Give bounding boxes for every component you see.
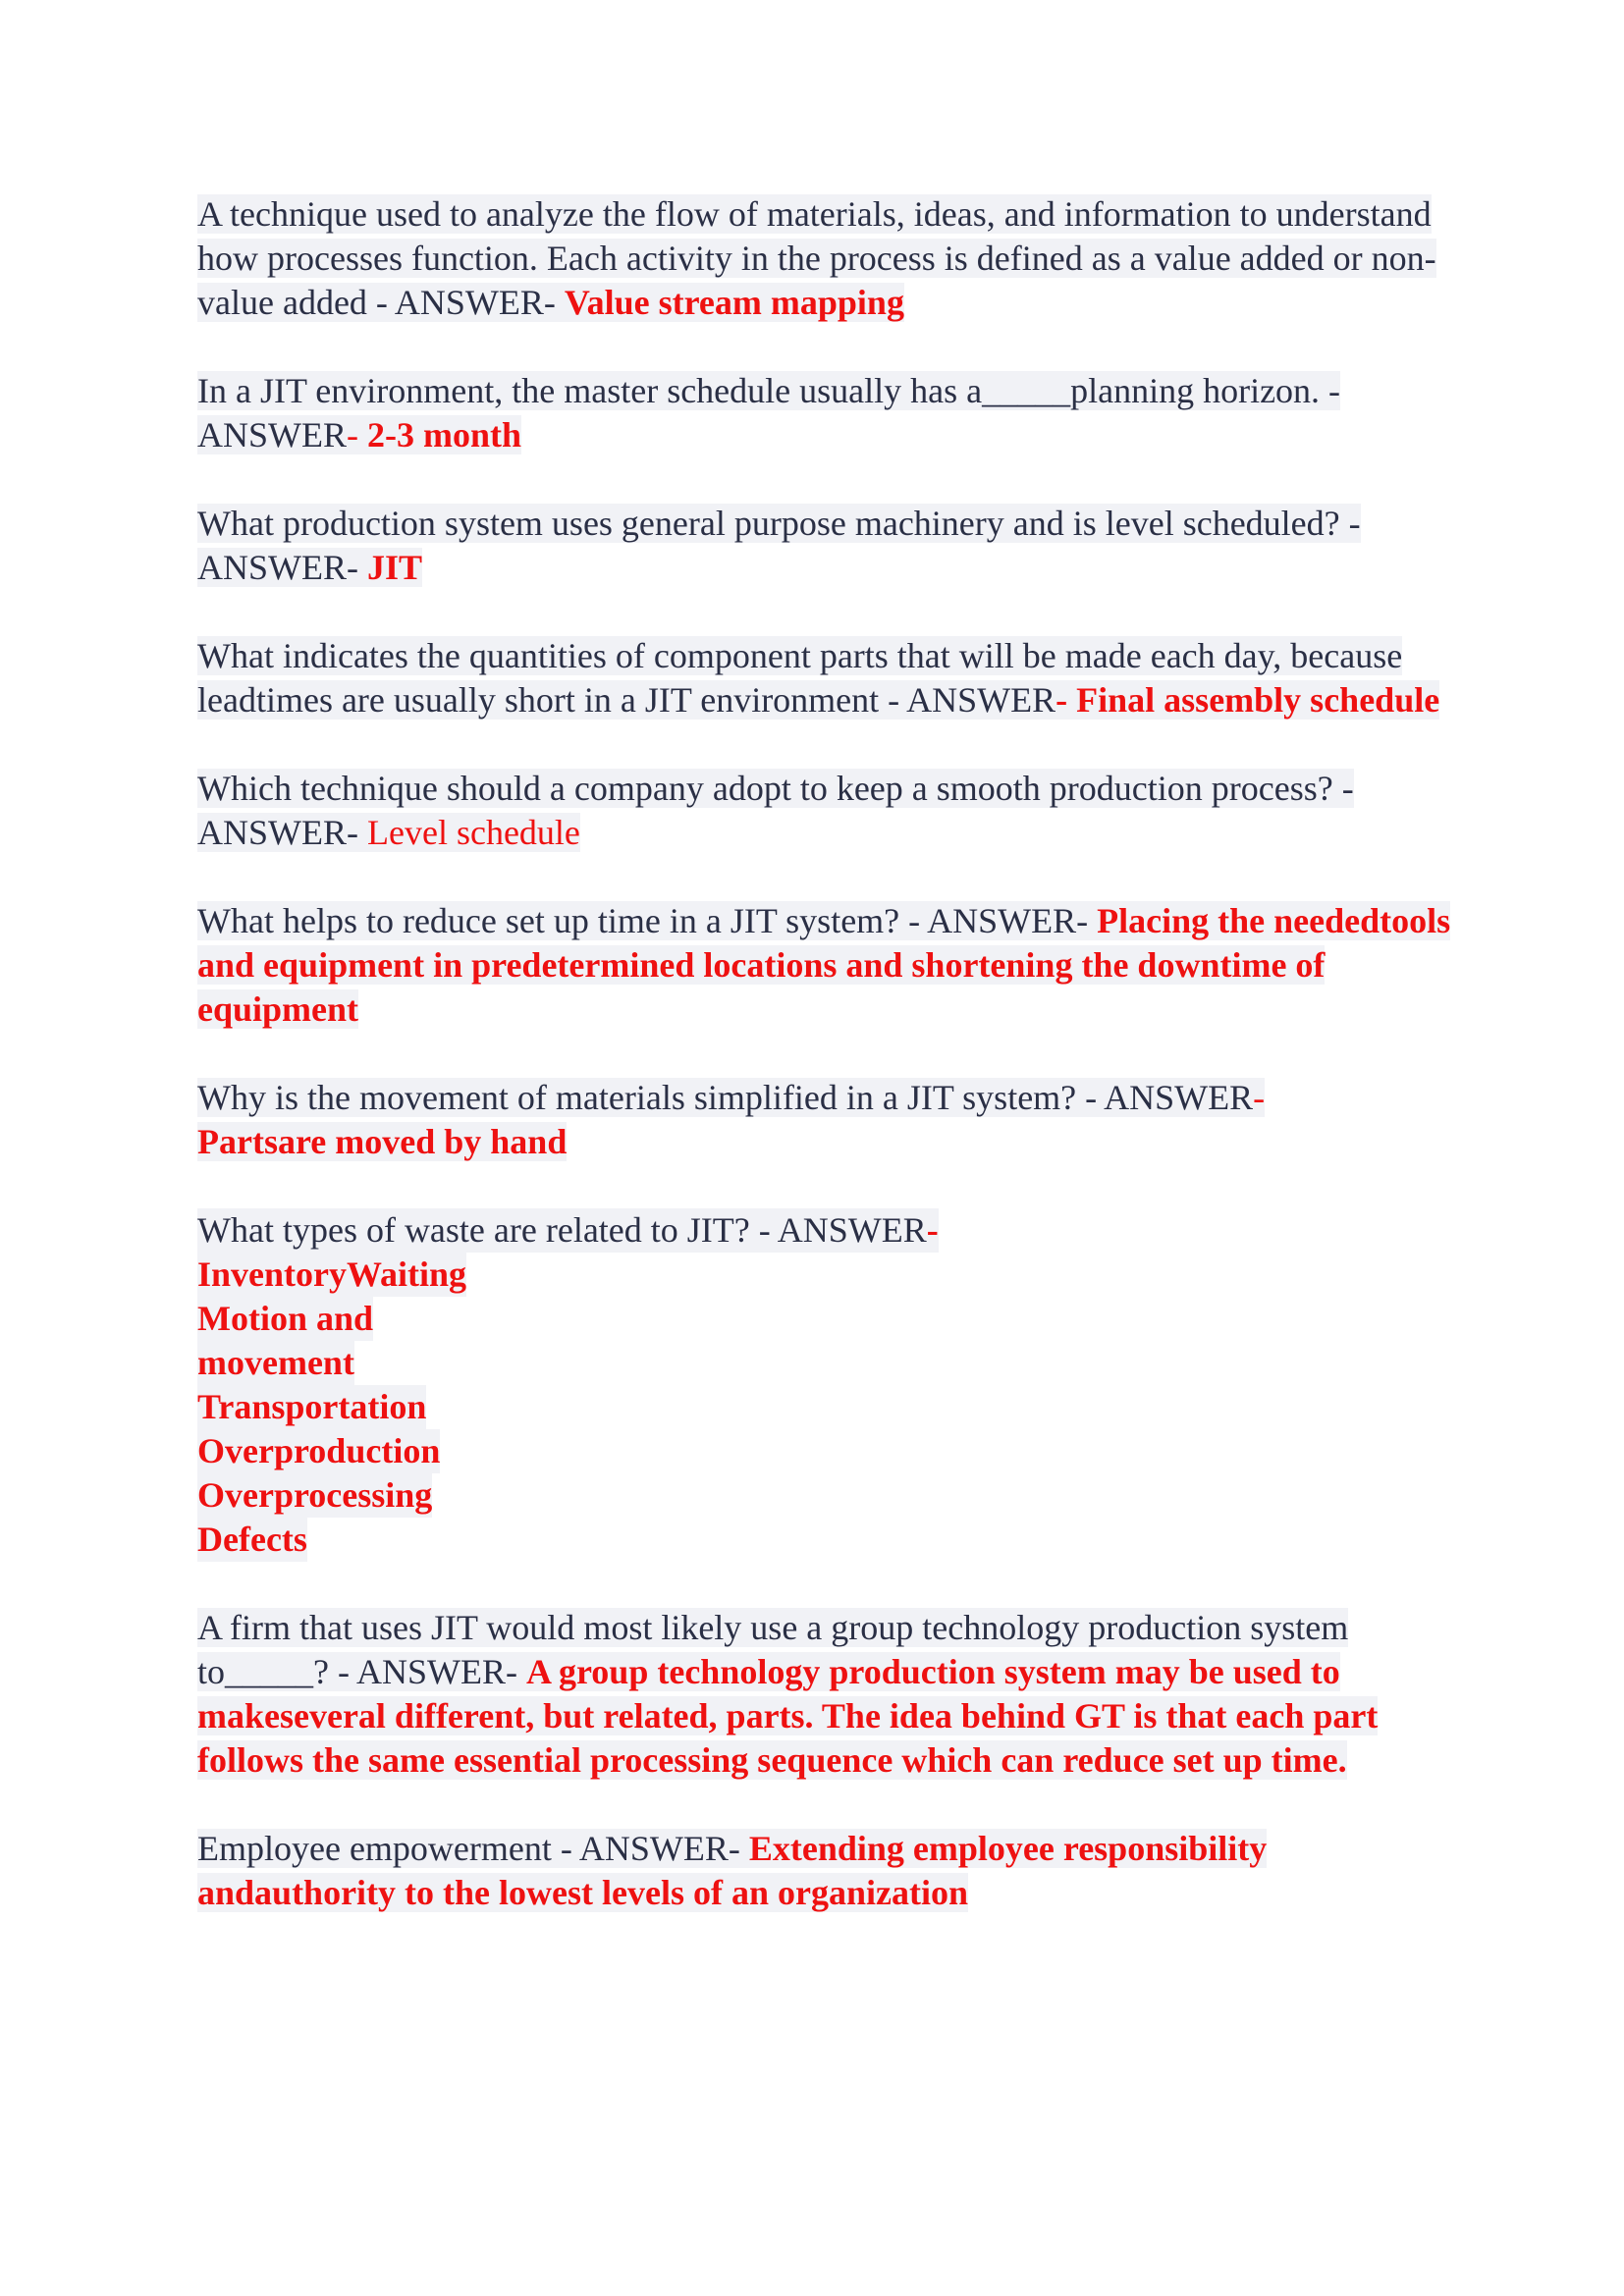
qa-item-8 xyxy=(197,1208,1474,1562)
qa-item-1 xyxy=(197,192,1474,325)
answer-text: JIT xyxy=(367,548,423,587)
question-text: A firm that uses JIT would most likely use a group technology production system to_____? - ANSWER- xyxy=(197,1608,1349,1691)
question-text: In a JIT environment, the master schedule usually has a_____planning horizon. - ANSWER xyxy=(197,371,1341,454)
answer-list-item: Overprocessing xyxy=(197,1473,432,1518)
qa-item-7 xyxy=(197,1076,1474,1164)
answer-text: Extending employee responsibility andauthority to the lowest levels of an organization xyxy=(197,1829,1268,1912)
answer-text: 2-3 month xyxy=(367,415,522,454)
question-text: What indicates the quantities of component parts that will be made each day, because leadtimes are usually short in a JIT environment - ANSWER xyxy=(197,636,1403,720)
answer-list-item: Overproduction xyxy=(197,1429,440,1473)
question-text: What helps to reduce set up time in a JIT system? - ANSWER- xyxy=(197,901,1098,940)
answer-list-item: movement xyxy=(197,1341,354,1385)
qa-item-2 xyxy=(197,369,1474,457)
qa-list xyxy=(197,192,1474,1959)
answer-text: Partsare moved by hand xyxy=(197,1122,568,1161)
qa-item-3 xyxy=(197,502,1474,590)
answer-dash: - xyxy=(347,415,367,454)
question-text: Which technique should a company adopt to keep a smooth production process? - ANSWER- xyxy=(197,769,1354,852)
question-text: What types of waste are related to JIT? - ANSWER xyxy=(197,1210,927,1250)
question-text: Employee empowerment - ANSWER- xyxy=(197,1829,749,1868)
answer-list-item: Transportation xyxy=(197,1385,426,1429)
qa-item-9 xyxy=(197,1606,1474,1783)
qa-item-4 xyxy=(197,634,1474,722)
answer-text: A group technology production system may be used to makeseveral different, but related, parts. The idea behind GT is that each part follows the same essential processing sequence which can reduce set up time. xyxy=(197,1652,1379,1780)
answer-dash: - xyxy=(926,1210,939,1250)
answer-list-item: Motion and xyxy=(197,1297,373,1341)
qa-item-10 xyxy=(197,1827,1474,1915)
qa-item-6 xyxy=(197,899,1474,1032)
answer-text: Level schedule xyxy=(367,813,580,852)
answer-list-item: InventoryWaiting xyxy=(197,1253,466,1297)
answer-text: Value stream mapping xyxy=(564,283,904,322)
question-text: What production system uses general purpose machinery and is level scheduled? - ANSWER- xyxy=(197,504,1361,587)
qa-item-5 xyxy=(197,767,1474,855)
question-text: Why is the movement of materials simplified in a JIT system? - ANSWER xyxy=(197,1078,1254,1117)
answer-list-item: Defects xyxy=(197,1518,307,1562)
answer-text: Placing the neededtools and equipment in predetermined locations and shortening the downtime of equipment xyxy=(197,901,1451,1029)
question-text: A technique used to analyze the flow of materials, ideas, and information to understand how processes function. Each activity in the process is defined as a value added or non-value added - ANSWER- xyxy=(197,194,1436,322)
answer-dash: - xyxy=(1253,1078,1266,1117)
answer-text: - Final assembly schedule xyxy=(1056,680,1440,720)
